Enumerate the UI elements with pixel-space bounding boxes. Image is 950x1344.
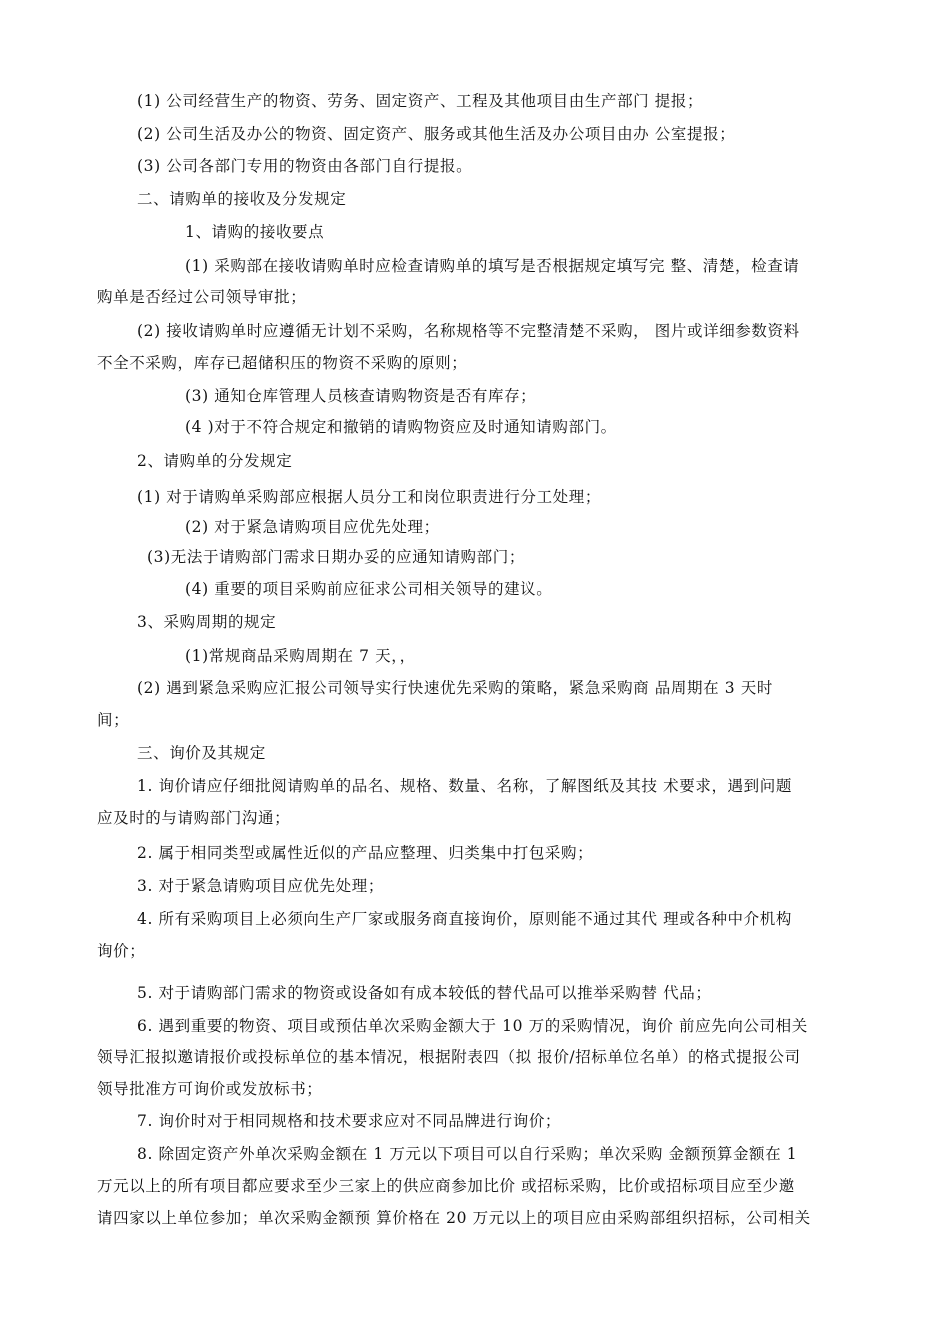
text-line: 6. 遇到重要的物资、项目或预估单次采购金额大于 10 万的采购情况，询价 前应先向公司相关 bbox=[137, 1017, 808, 1035]
subsection-heading: 2、请购单的分发规定 bbox=[137, 452, 293, 470]
text-line: (2) 公司生活及办公的物资、固定资产、服务或其他生活及办公项目由办 公室提报； bbox=[137, 125, 736, 143]
text-line: 请四家以上单位参加；单次采购金额预 算价格在 20 万元以上的项目应由采购部组织招标，公司相关 bbox=[97, 1209, 811, 1227]
text-line: 间； bbox=[97, 711, 130, 729]
text-line: (1)常规商品采购周期在 7 天，， bbox=[185, 647, 416, 665]
text-line: 购单是否经过公司领导审批； bbox=[97, 288, 307, 306]
text-line: (1) 采购部在接收请购单时应检查请购单的填写是否根据规定填写完 整、清楚，检查请 bbox=[185, 257, 800, 275]
text-line: 万元以上的所有项目都应要求至少三家上的供应商参加比价 或招标采购，比价或招标项目应至少邀 bbox=[97, 1177, 795, 1195]
subsection-heading: 3、采购周期的规定 bbox=[137, 613, 277, 631]
section-heading: 三、询价及其规定 bbox=[137, 744, 266, 762]
text-line: 应及时的与请购部门沟通； bbox=[97, 809, 291, 827]
text-line: (4) 重要的项目采购前应征求公司相关领导的建议。 bbox=[185, 580, 553, 598]
text-line: (3) 通知仓库管理人员核查请购物资是否有库存； bbox=[185, 387, 537, 405]
text-line: 3. 对于紧急请购项目应优先处理； bbox=[137, 877, 384, 895]
text-line: (1) 对于请购单采购部应根据人员分工和岗位职责进行分工处理； bbox=[137, 488, 601, 506]
text-line: (3) 公司各部门专用的物资由各部门自行提报。 bbox=[137, 157, 473, 175]
text-line: 7. 询价时对于相同规格和技术要求应对不同品牌进行询价； bbox=[137, 1112, 562, 1130]
text-line: (4 )对于不符合规定和撤销的请购物资应及时通知请购部门。 bbox=[185, 418, 617, 436]
text-line: (2) 接收请购单时应遵循无计划不采购，名称规格等不完整清楚不采购， 图片或详细参数资料 bbox=[137, 322, 800, 340]
text-line: (2) 对于紧急请购项目应优先处理； bbox=[185, 518, 440, 536]
section-heading: 二、请购单的接收及分发规定 bbox=[137, 190, 347, 208]
text-line: 领导汇报拟邀请报价或投标单位的基本情况，根据附表四（拟 报价/招标单位名单）的格式提报公司 bbox=[97, 1048, 801, 1066]
subsection-heading: 1、请购的接收要点 bbox=[185, 223, 325, 241]
text-line: 5. 对于请购部门需求的物资或设备如有成本较低的替代品可以推举采购替 代品； bbox=[137, 984, 712, 1002]
text-line: 领导批准方可询价或发放标书； bbox=[97, 1080, 323, 1098]
text-line: (2) 遇到紧急采购应汇报公司领导实行快速优先采购的策略，紧急采购商 品周期在 3 天时 bbox=[137, 679, 773, 697]
text-line: 2. 属于相同类型或属性近似的产品应整理、归类集中打包采购； bbox=[137, 844, 594, 862]
text-line: 1. 询价请应仔细批阅请购单的品名、规格、数量、名称，了解图纸及其技 术要求，遇到问题 bbox=[137, 777, 792, 795]
text-line: (3)无法于请购部门需求日期办妥的应通知请购部门； bbox=[147, 548, 525, 566]
text-line: 询价； bbox=[97, 942, 146, 960]
text-line: 不全不采购，库存已超储积压的物资不采购的原则； bbox=[97, 354, 468, 372]
text-line: (1) 公司经营生产的物资、劳务、固定资产、工程及其他项目由生产部门 提报； bbox=[137, 92, 704, 110]
text-line: 4. 所有采购项目上必须向生产厂家或服务商直接询价，原则能不通过其代 理或各种中介机构 bbox=[137, 910, 792, 928]
text-line: 8. 除固定资产外单次采购金额在 1 万元以下项目可以自行采购；单次采购 金额预算金额在 1 bbox=[137, 1145, 798, 1163]
